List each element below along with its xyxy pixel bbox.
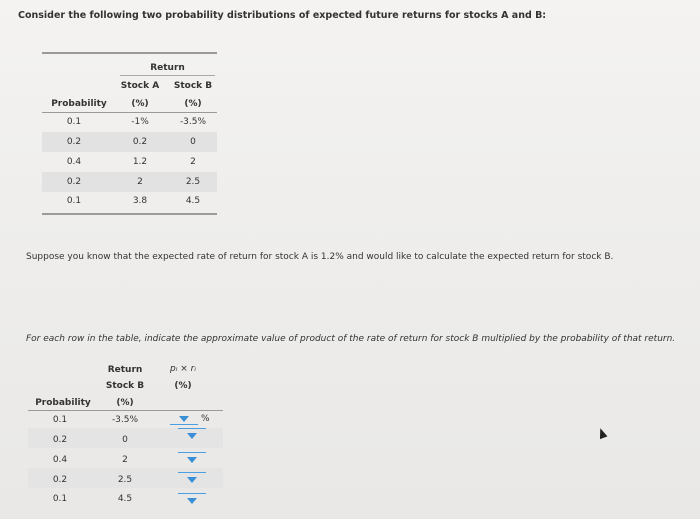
dropdown-underline bbox=[178, 472, 206, 473]
dropdown-underline bbox=[178, 452, 206, 453]
assumption-text: Suppose you know that the expected rate of return for stock A is 1.2% and would like to calculate the expected return for stock B. bbox=[26, 252, 614, 262]
table1-cell-b: 2 bbox=[190, 157, 196, 167]
table1-cell-prob: 0.2 bbox=[66, 177, 82, 187]
intro-text: Consider the following two probability distributions of expected future returns for stocks A and B: bbox=[18, 10, 547, 21]
table2-probability-header: Probability bbox=[35, 398, 91, 408]
table1-cell-a: 0.2 bbox=[132, 137, 148, 147]
table1-cell-b: 2.5 bbox=[185, 177, 201, 187]
table1-cell-prob: 0.2 bbox=[66, 137, 82, 147]
table2-return-header: Return bbox=[107, 365, 143, 375]
percent-suffix: % bbox=[201, 414, 210, 424]
table2-cell-prob: 0.2 bbox=[52, 435, 68, 445]
table1-cell-b: 4.5 bbox=[185, 196, 201, 206]
table1-stock-b-header: Stock B bbox=[173, 81, 213, 91]
table1-stock-a-unit: (%) bbox=[131, 99, 149, 109]
table1-cell-b: -3.5% bbox=[179, 117, 207, 127]
chevron-down-icon bbox=[187, 477, 197, 483]
chevron-down-icon bbox=[187, 457, 197, 463]
table1-cell-prob: 0.4 bbox=[66, 157, 82, 167]
answer-dropdown-row2[interactable] bbox=[178, 433, 206, 445]
mouse-cursor-icon bbox=[597, 427, 608, 439]
answer-dropdown-row1[interactable] bbox=[170, 416, 198, 428]
table1-header-rule bbox=[42, 112, 217, 113]
table2-stock-b-header: Stock B bbox=[105, 381, 145, 391]
table2-cell-return: -3.5% bbox=[111, 415, 139, 425]
table2-product-unit: (%) bbox=[174, 381, 192, 391]
table1-cell-a: -1% bbox=[131, 117, 149, 127]
table1-cell-a: 2 bbox=[137, 177, 143, 187]
table1-cell-a: 1.2 bbox=[132, 157, 148, 167]
table1-group-header: Return bbox=[150, 63, 185, 73]
table2-cell-prob: 0.1 bbox=[52, 494, 68, 504]
table2-cell-prob: 0.2 bbox=[52, 475, 68, 485]
instruction-text: For each row in the table, indicate the approximate value of product of the rate of return for stock B multiplied by the probability of that return. bbox=[26, 334, 676, 344]
table1-probability-header: Probability bbox=[51, 99, 107, 109]
table2-cell-prob: 0.4 bbox=[52, 455, 68, 465]
answer-dropdown-row5[interactable] bbox=[178, 498, 206, 510]
table2-cell-prob: 0.1 bbox=[52, 415, 68, 425]
table1-top-rule bbox=[42, 52, 217, 54]
answer-dropdown-row3[interactable] bbox=[178, 457, 206, 469]
answer-dropdown-row4[interactable] bbox=[178, 477, 206, 489]
dropdown-underline bbox=[170, 424, 198, 425]
table2-cell-return: 0 bbox=[122, 435, 128, 445]
table2-product-header: pᵢ × rᵢ bbox=[170, 364, 196, 374]
table1-stock-b-unit: (%) bbox=[184, 99, 202, 109]
chevron-down-icon bbox=[187, 433, 197, 439]
dropdown-underline bbox=[178, 493, 206, 494]
table1-group-rule bbox=[120, 75, 215, 76]
dropdown-underline bbox=[178, 428, 206, 429]
table2-unit-header: (%) bbox=[116, 398, 134, 408]
chevron-down-icon bbox=[187, 498, 197, 504]
table1-cell-a: 3.8 bbox=[132, 196, 148, 206]
table2-cell-return: 2 bbox=[122, 455, 128, 465]
table1-cell-prob: 0.1 bbox=[66, 117, 82, 127]
table1-bottom-rule bbox=[42, 213, 217, 215]
table1-stock-a-header: Stock A bbox=[120, 81, 160, 91]
table2-cell-return: 2.5 bbox=[117, 475, 133, 485]
table1-cell-prob: 0.1 bbox=[66, 196, 82, 206]
table2-header-rule bbox=[28, 410, 223, 411]
table1-cell-b: 0 bbox=[190, 137, 196, 147]
table2-cell-return: 4.5 bbox=[117, 494, 133, 504]
chevron-down-icon bbox=[179, 416, 189, 422]
